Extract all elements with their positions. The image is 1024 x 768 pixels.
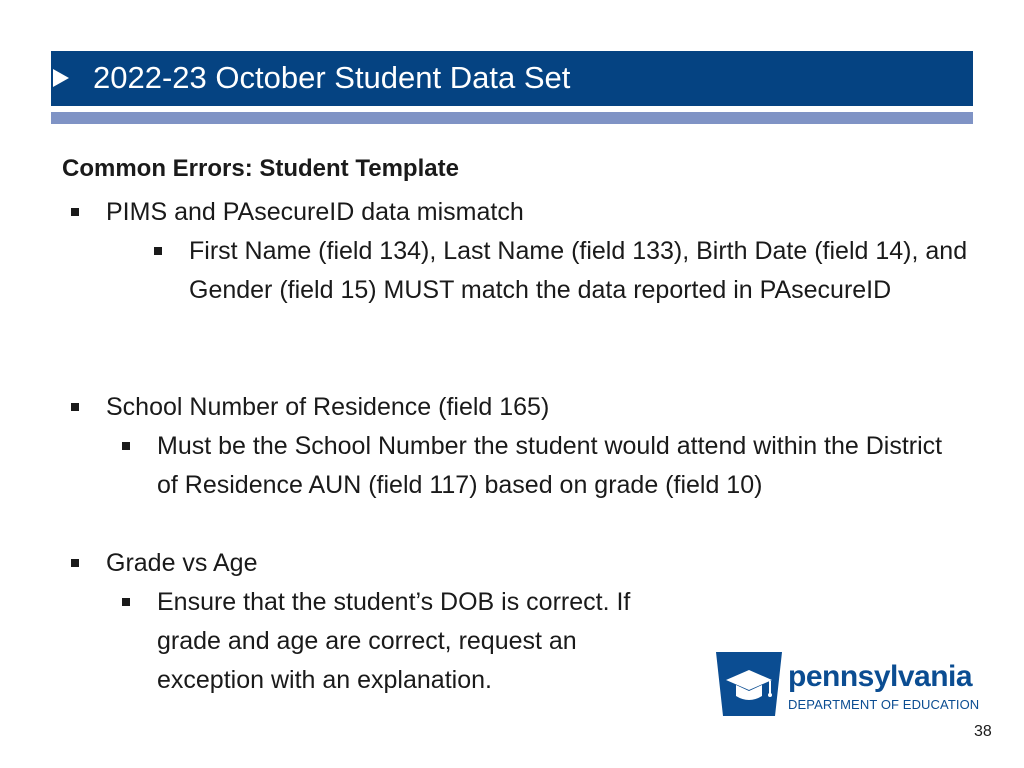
slide-title: 2022-23 October Student Data Set bbox=[93, 60, 571, 95]
list-item: PIMS and PAsecureID data mismatch bbox=[106, 198, 524, 226]
list-item: Ensure that the student’s DOB is correct. If grade and age are correct, request an exception with an explanation. bbox=[157, 588, 631, 694]
list-item: First Name (field 134), Last Name (field 133), Birth Date (field 14), and Gender (field 15) MUST match the data reported in PAsecureID bbox=[189, 237, 968, 304]
logo-wordmark: pennsylvania bbox=[788, 660, 973, 693]
bullet-icon bbox=[71, 403, 79, 411]
bullet-icon bbox=[71, 208, 79, 216]
list-item: Grade vs Age bbox=[106, 549, 258, 577]
title-divider bbox=[51, 112, 973, 124]
list-item: School Number of Residence (field 165) bbox=[106, 393, 550, 421]
bullet-icon bbox=[122, 598, 130, 606]
section-heading: Common Errors: Student Template bbox=[62, 155, 459, 182]
bullet-icon bbox=[122, 442, 130, 450]
page-number: 38 bbox=[974, 723, 992, 740]
bullet-icon bbox=[71, 559, 79, 567]
bullet-icon bbox=[154, 247, 162, 255]
list-item: Must be the School Number the student would attend within the District of Residence AUN (field 117) based on grade (field 10) bbox=[157, 432, 943, 499]
logo-department: DEPARTMENT OF EDUCATION bbox=[788, 697, 980, 712]
arrow-icon bbox=[53, 69, 69, 87]
